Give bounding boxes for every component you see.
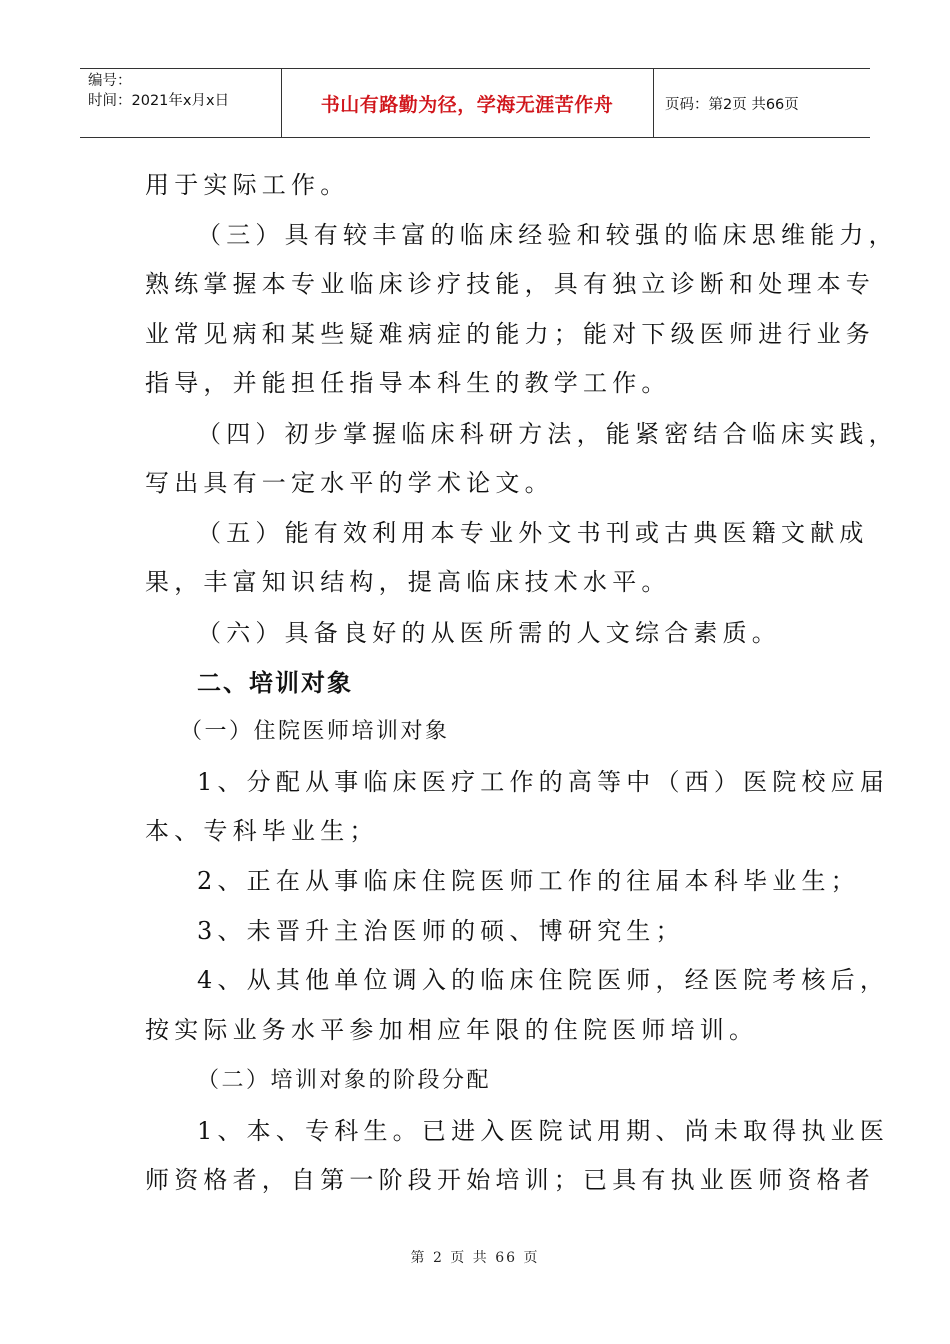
subsection-heading: （二）培训对象的阶段分配: [197, 1068, 492, 1093]
header-motto: 书山有路勤为径，学海无涯苦作舟: [320, 93, 614, 116]
body-line: 业常见病和某些疑难病症的能力；能对下级医师进行业务: [145, 320, 875, 348]
body-line: 按实际业务水平参加相应年限的住院医师培训。: [145, 1016, 759, 1044]
body-line: 用于实际工作。: [145, 171, 350, 199]
body-line: （五）能有效利用本专业外文书刊或古典医籍文献成: [197, 519, 869, 547]
body-line: （四）初步掌握临床科研方法，能紧密结合临床实践，: [197, 420, 898, 448]
header-page-label: 页码：第2页 共66页: [665, 96, 799, 113]
body-line: 师资格者，自第一阶段开始培训；已具有执业医师资格者: [145, 1166, 875, 1194]
body-line: 4、从其他单位调入的临床住院医师，经医院考核后，: [197, 966, 890, 994]
body-line: 1、本、专科生。已进入医院试用期、尚未取得执业医: [197, 1117, 890, 1145]
body-line: 写出具有一定水平的学术论文。: [145, 469, 554, 497]
header-divider: [653, 69, 654, 137]
body-line: （六）具备良好的从医所需的人文综合素质。: [197, 619, 781, 647]
subsection-heading: （一）住院医师培训对象: [180, 719, 450, 744]
body-line: 果，丰富知识结构，提高临床技术水平。: [145, 568, 671, 596]
body-line: 1、分配从事临床医疗工作的高等中（西）医院校应届: [197, 768, 890, 796]
body-line: （三）具有较丰富的临床经验和较强的临床思维能力，: [197, 221, 898, 249]
body-line: 本、专科毕业生；: [145, 817, 379, 845]
body-line: 熟练掌握本专业临床诊疗技能，具有独立诊断和处理本专: [145, 270, 875, 298]
document-number-label: 编号：: [88, 73, 132, 89]
page-header: [80, 68, 870, 138]
document-time-label: 时间：2021年x月x日: [88, 93, 230, 109]
section-heading: 二、培训对象: [197, 669, 353, 697]
header-meta: [88, 71, 229, 111]
body-line: 3、未晋升主治医师的硕、博研究生；: [197, 917, 685, 945]
page-footer: 第 2 页 共 66 页: [410, 1250, 540, 1266]
body-line: 指导，并能担任指导本科生的教学工作。: [145, 369, 671, 397]
body-line: 2、正在从事临床住院医师工作的往届本科毕业生；: [197, 867, 860, 895]
